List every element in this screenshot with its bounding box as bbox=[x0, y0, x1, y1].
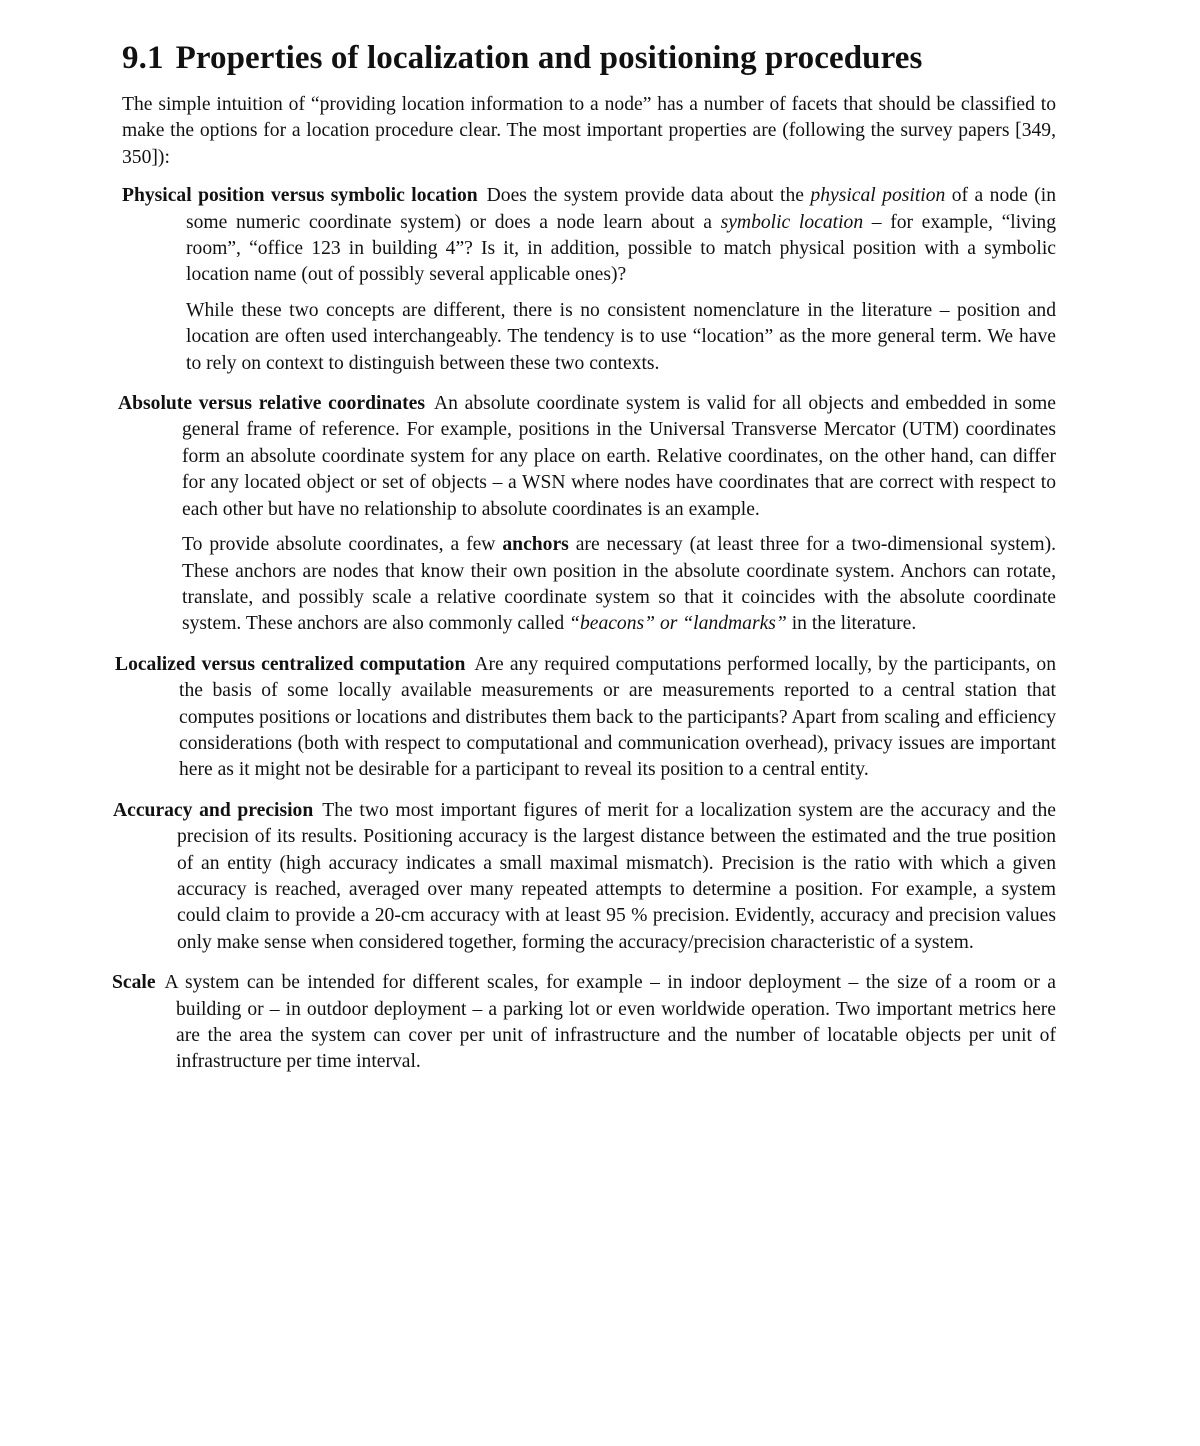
entry-paragraph bbox=[112, 970, 1056, 1076]
entry-term: Scale bbox=[112, 972, 156, 994]
section-title: Properties of localization and positioning procedures bbox=[175, 40, 923, 76]
text-run: of a node (in some numeric coordinate system) or does a node learn about a bbox=[186, 185, 1056, 233]
entry-paragraph bbox=[115, 652, 1056, 784]
text-run: The two most important figures of merit for a localization system are the accuracy and the precision of its results. Positioning accuracy is the largest distance between the estimated and the true position of an entity (high accuracy indicates a small maximal mismatch). Precision is the ratio with which a given accuracy is reached, averaged over many repeated attempts to determine a position. For example, a system could claim to provide a 20-cm accuracy with at least 95 % precision. Evidently, accuracy and precision values only make sense when considered together, forming the accuracy/precision characteristic of a system. bbox=[177, 799, 1056, 953]
entry-term: Localized versus centralized computation bbox=[115, 653, 466, 675]
emphasis-term: symbolic location bbox=[720, 211, 864, 233]
text-run: An absolute coordinate system is valid for all objects and embedded in some general frame of reference. For example, positions in the Universal Transverse Mercator (UTM) coordinates form an absolute coordinate system for any place on earth. Relative coordinates, on the other hand, can differ for any located object or set of objects – a WSN where nodes have coordinates that are correct with respect to each other but have no relationship to absolute coordinates is an example. bbox=[182, 393, 1056, 520]
text-run: in the literature. bbox=[786, 613, 917, 635]
entry-localized-computation bbox=[115, 652, 1056, 784]
text-run: To provide absolute coordinates, a few bbox=[182, 534, 503, 556]
text-run: Does the system provide data about the bbox=[486, 185, 811, 207]
emphasis-term: physical position bbox=[810, 185, 946, 207]
bold-term: anchors bbox=[502, 534, 569, 556]
entry-paragraph bbox=[122, 183, 1056, 289]
text-run: – for example, “living room”, “office 123 in building 4”? Is it, in addition, possible to match physical position with a symbolic location name (out of possibly several applicable ones)? bbox=[186, 211, 1056, 286]
emphasis-term: “beacons” or “landmarks” bbox=[569, 613, 787, 635]
text-run: Are any required computations performed locally, by the participants, on the basis of some locally available measurements or are measurements reported to a central station that computes positions or locations and distributes them back to the participants? Apart from scaling and efficiency considerations (both with respect to computational and communication overhead), privacy issues are important here as it might not be desirable for a participant to reveal its position to a central entity. bbox=[179, 653, 1056, 781]
text-run: are necessary (at least three for a two-dimensional system). These anchors are nodes that know their own position in the absolute coordinate system. Anchors can rotate, translate, and possibly scale a relative coordinate system so that it coincides with the absolute coordinate system. These anchors are also commonly called bbox=[182, 534, 1056, 635]
intro-paragraph: The simple intuition of “providing location information to a node” has a number of facets that should be classified to make the options for a location procedure clear. The most important properties are (following the survey papers [349, 350]): bbox=[122, 94, 1056, 168]
section-heading bbox=[122, 38, 1056, 78]
book-page bbox=[112, 38, 1056, 1090]
entry-term: Absolute versus relative coordinates bbox=[118, 393, 425, 415]
entry-term: Accuracy and precision bbox=[113, 799, 314, 821]
text-run: A system can be intended for different scales, for example – in indoor deployment – the size of a room or a building or – in outdoor deployment – a parking lot or even worldwide operation. Two important metrics here are the area the system can cover per unit of infrastructure and the number of locatable objects per unit of infrastructure per time interval. bbox=[164, 972, 1056, 1073]
section-number: 9.1 bbox=[122, 40, 164, 76]
entry-paragraph bbox=[113, 798, 1056, 956]
entry-absolute-coordinates bbox=[118, 391, 1056, 638]
entry-continuation-paragraph bbox=[182, 532, 1056, 638]
entry-paragraph bbox=[118, 391, 1056, 523]
entry-scale bbox=[112, 970, 1056, 1076]
entry-accuracy-precision bbox=[113, 798, 1056, 956]
entry-term: Physical position versus symbolic location bbox=[122, 185, 478, 207]
entry-physical-position bbox=[122, 183, 1056, 377]
entry-continuation-paragraph: While these two concepts are different, there is no consistent nomenclature in the literature – position and location are often used interchangeably. The tendency is to use “location” as the more general term. We have to rely on context to distinguish between these two contexts. bbox=[186, 299, 1056, 374]
